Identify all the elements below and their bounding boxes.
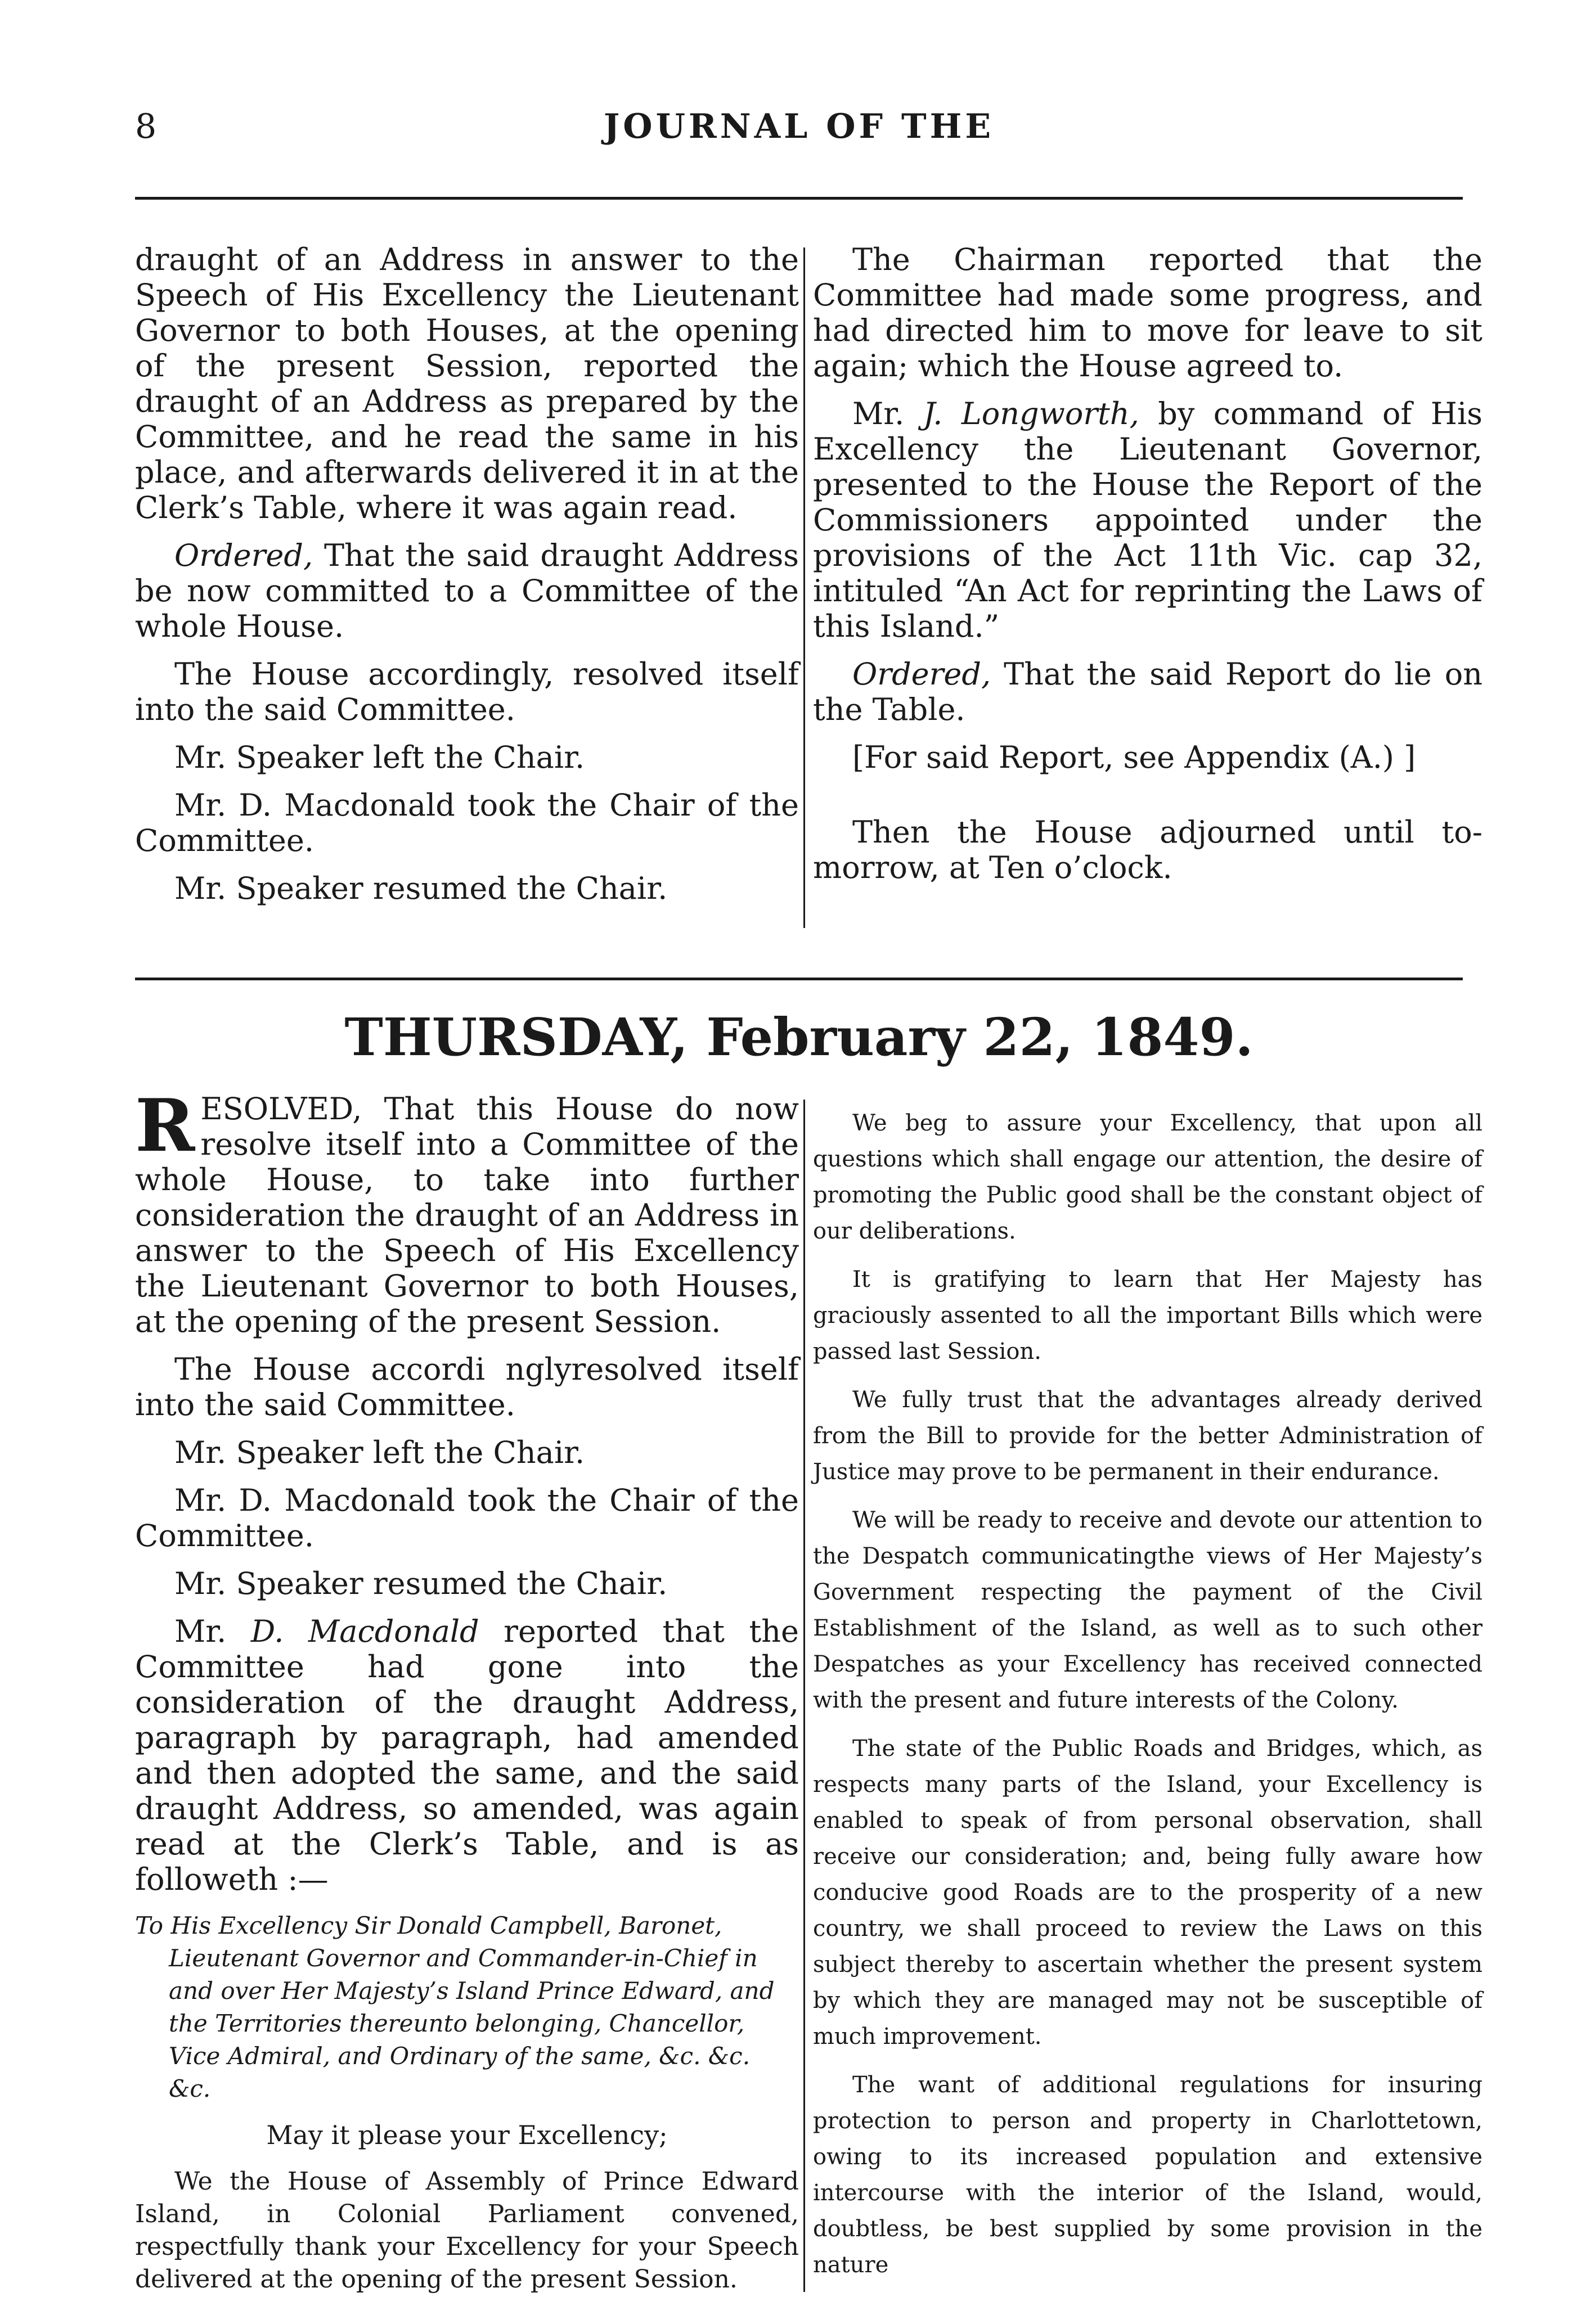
paragraph: Then the House adjourned until to-morrow, at Ten o’clock. xyxy=(813,814,1482,885)
paragraph-text: ESOLVED, That this House do now resolve itself into a Committee of the whole House, to take into further consideration the draught of an Address in answer to the Speech of His Excellency the Lieutenant Governor to both Houses, at the opening of the present Session. xyxy=(135,1091,799,1339)
page-header xyxy=(135,107,1463,163)
italic-name: J. Longworth, xyxy=(923,396,1139,431)
paragraph xyxy=(135,1614,799,1897)
italic-name: D. Macdonald xyxy=(250,1614,479,1649)
drop-cap: R xyxy=(135,1084,195,1168)
address-paragraph: The want of additional regulations for insuring protection to person and property in Charlottetown, owing to its increased population and extensive intercourse with the interior of the Island, would, doubtless, be best supplied by some provision in the nature xyxy=(813,2072,1482,2278)
paragraph: draught of an Address in answer to the Speech of His Excellency the Lieutenant Governor to both Houses, at the opening of the present Session, reported the draught of an Address as prepared by the Committee, and he read the same in his place, and afterwards delivered it in at the Clerk’s Table, where it was again read. xyxy=(135,242,799,525)
paragraph: Mr. D. Macdonald took the Chair of the Committee. xyxy=(135,787,799,858)
page-number: 8 xyxy=(135,107,157,146)
paragraph xyxy=(813,656,1482,727)
paragraph: Mr. Speaker left the Chair. xyxy=(174,740,585,775)
paragraph-text: by command of His Excellency the Lieutenant Governor, presented to the House the Report of the Commissioners appointed under the provisions of the Act 11th Vic. cap 32, intituled “An Act for reprinting the Laws of this Island.” xyxy=(813,396,1482,644)
paragraph-text: Mr. xyxy=(174,1614,251,1649)
paragraph: Mr. Speaker resumed the Chair. xyxy=(174,1566,668,1601)
spacer xyxy=(813,787,1482,814)
paragraph: The Chairman reported that the Committee had made some progress, and had directed him to move for leave to sit again; which the House agreed to. xyxy=(813,242,1482,384)
top-left-column xyxy=(135,242,799,918)
italic-lead: Ordered, xyxy=(852,656,991,692)
section-rule xyxy=(135,978,1463,980)
paragraph: The House accordingly, resolved itself into the said Committee. xyxy=(135,656,799,727)
paragraph: Mr. Speaker resumed the Chair. xyxy=(174,871,668,906)
bottom-left-column xyxy=(135,1084,799,2308)
paragraph-text: That the said Report do lie on the Table. xyxy=(813,656,1482,727)
paragraph xyxy=(813,396,1482,644)
address-paragraph: We the House of Assembly of Prince Edward Island, in Colonial Parliament convened, respectfully thank your Excellency for your Speech delivered at the opening of the present Session. xyxy=(135,2167,799,2294)
column-divider xyxy=(803,1100,805,2292)
paragraph-text: Mr. xyxy=(852,396,923,431)
italic-lead: Ordered, xyxy=(174,538,313,573)
address-addressee: To His Excellency Sir Donald Campbell, Baronet, Lieutenant Governor and Commander-in-Chief in and over Her Majesty’s Island Prince Edward, and the Territories thereunto belonging, Chancellor, Vice Admiral, and Ordinary of the same, &c. &c. &c. xyxy=(135,1912,775,2102)
address-paragraph: We fully trust that the advantages already derived from the Bill to provide for the better Administration of Justice may prove to be permanent in their endurance. xyxy=(813,1387,1482,1485)
date-heading: THURSDAY, February 22, 1849. xyxy=(344,1007,1253,1068)
salutation: May it please your Excellency; xyxy=(266,2120,668,2150)
address-paragraph: We beg to assure your Excellency, that upon all questions which shall engage our attention, the desire of promoting the Public good shall be the constant object of our deliberations. xyxy=(813,1110,1482,1244)
top-right-column xyxy=(813,242,1482,898)
header-rule xyxy=(135,197,1463,200)
bottom-right-column xyxy=(813,1105,1482,2295)
running-title: JOURNAL OF THE xyxy=(603,107,995,146)
paragraph: The House accordi nglyresolved itself into the said Committee. xyxy=(135,1352,799,1422)
paragraph-text: reported that the Committee had gone into the consideration of the draught Address, paragraph by paragraph, had amended and then adopted the same, and the said draught Address, so amended, was again read at the Clerk’s Table, and is as followeth :— xyxy=(135,1614,799,1897)
paragraph xyxy=(135,538,799,644)
appendix-note: [For said Report, see Appendix (A.) ] xyxy=(852,740,1416,775)
address-paragraph: The state of the Public Roads and Bridges, which, as respects many parts of the Island, your Excellency is enabled to speak of from personal observation, shall receive our consideration; and, being fully aware how conducive good Roads are to the prosperity of a new country, we shall proceed to review the Laws on this subject thereby to ascertain whether the present system by which they are managed may not be susceptible of much improvement. xyxy=(813,1736,1482,2050)
paragraph-text: That the said draught Address be now committed to a Committee of the whole House. xyxy=(135,538,799,644)
column-divider xyxy=(803,247,805,928)
paragraph: Mr. D. Macdonald took the Chair of the Committee. xyxy=(135,1483,799,1553)
paragraph: Mr. Speaker left the Chair. xyxy=(174,1435,585,1470)
address-paragraph: It is gratifying to learn that Her Majesty has graciously assented to all the important Bills which were passed last Session. xyxy=(813,1267,1482,1364)
address-paragraph: We will be ready to receive and devote our attention to the Despatch communicatingthe views of Her Majesty’s Government respecting the payment of the Civil Establishment of the Island, as well as to such other Despatches as your Excellency has received connected with the present and future interests of the Colony. xyxy=(813,1507,1482,1713)
paragraph xyxy=(135,1084,799,1339)
